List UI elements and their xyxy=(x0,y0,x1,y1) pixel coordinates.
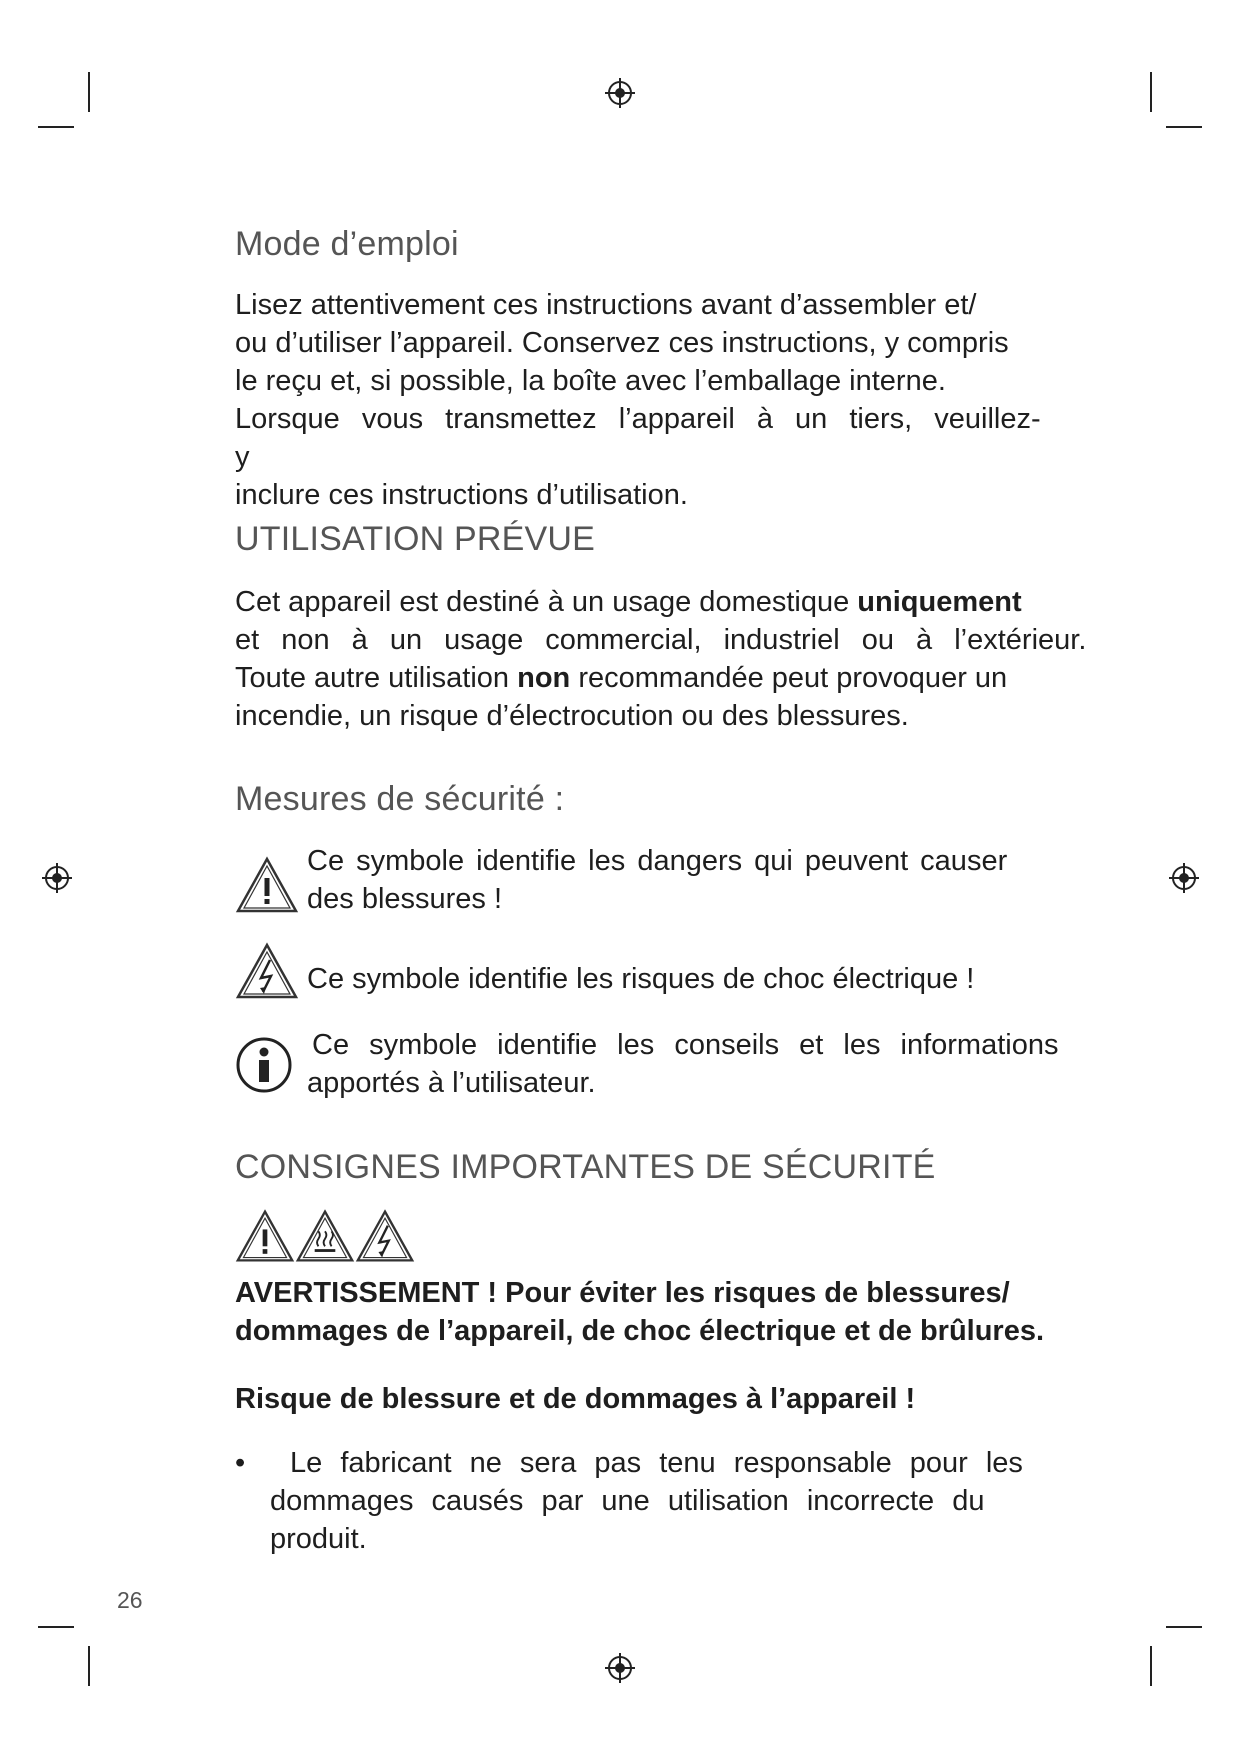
section-title: Mesures de sécurité : xyxy=(235,780,565,818)
text-line: apportés à l’utilisateur. xyxy=(307,1067,596,1099)
paragraph-line: Lisez attentivement ces instructions avant d’assembler et/ xyxy=(235,289,977,321)
paragraph-line xyxy=(235,583,1095,621)
text-line: des blessures ! xyxy=(307,883,503,915)
crop-mark xyxy=(1166,1626,1202,1628)
risk-title: Risque de blessure et de dommages à l’appareil ! xyxy=(235,1383,916,1415)
page-number: 26 xyxy=(117,1587,143,1613)
emphasis-text: uniquement xyxy=(857,586,1022,618)
warning-triangle-icon xyxy=(235,1208,295,1264)
utilisation-section xyxy=(235,520,1095,735)
crop-mark xyxy=(1150,1646,1152,1686)
registration-mark-icon xyxy=(603,1651,637,1685)
crop-mark xyxy=(88,72,90,112)
section-title: UTILISATION PRÉVUE xyxy=(235,520,596,558)
hazard-icons xyxy=(235,1208,425,1268)
bullet-icon: • xyxy=(235,1447,246,1479)
crop-mark xyxy=(38,1626,74,1628)
text-run: Toute autre utilisation xyxy=(235,662,518,694)
symbol-description xyxy=(307,842,1077,918)
text-run: recommandée peut provoquer un xyxy=(570,662,1008,694)
paragraph-line xyxy=(235,400,1055,476)
mode-emploi-section xyxy=(235,225,1055,514)
text-line: Ce symbole identifie les dangers qui peuvent causer xyxy=(307,845,1008,877)
electric-shock-icon xyxy=(355,1208,415,1264)
warning-line: AVERTISSEMENT ! Pour éviter les risques de blessures/ xyxy=(235,1277,1010,1309)
section-title: Mode d’emploi xyxy=(235,225,459,263)
crop-mark xyxy=(1166,126,1202,128)
paragraph-line xyxy=(235,659,1095,697)
info-circle-icon xyxy=(235,1036,293,1094)
section-title: CONSIGNES IMPORTANTES DE SÉCURITÉ xyxy=(235,1148,936,1186)
bullet-line: dommages causés par une utilisation incorrecte du xyxy=(270,1485,985,1517)
registration-mark-icon xyxy=(1167,861,1201,895)
crop-mark xyxy=(88,1646,90,1686)
danger-symbol-row xyxy=(235,842,1075,922)
paragraph-line: ou d’utiliser l’appareil. Conservez ces instructions, y compris xyxy=(235,327,1009,359)
paragraph-line: le reçu et, si possible, la boîte avec l’emballage interne. xyxy=(235,365,946,397)
hot-surface-icon xyxy=(295,1208,355,1264)
electric-symbol-row xyxy=(235,942,1075,1002)
electric-shock-icon xyxy=(235,942,299,1000)
paragraph-line: et non à un usage commercial, industriel ou à l’extérieur. xyxy=(235,624,1087,656)
text-run: Cet appareil est destiné à un usage domestique xyxy=(235,586,858,618)
bullet-line: produit. xyxy=(270,1523,367,1555)
crop-mark xyxy=(38,126,74,128)
paragraph-line: inclure ces instructions d’utilisation. xyxy=(235,479,688,511)
warning-block xyxy=(235,1274,1115,1350)
bullet-line: Le fabricant ne sera pas tenu responsable pour les xyxy=(290,1447,1023,1479)
symbol-description xyxy=(307,1026,1077,1102)
symbol-description: Ce symbole identifie les risques de choc électrique ! xyxy=(307,963,975,995)
text-line: Ce symbole identifie les conseils et les informations xyxy=(312,1029,1059,1061)
info-symbol-row xyxy=(235,1026,1075,1106)
registration-mark-icon xyxy=(40,861,74,895)
crop-mark xyxy=(1150,72,1152,112)
paragraph-line: incendie, un risque d’électrocution ou des blessures. xyxy=(235,700,909,732)
emphasis-text: non xyxy=(517,662,571,694)
justified-line: Lorsque vous transmettez l’appareil à un tiers, veuillez-y xyxy=(235,403,1041,473)
warning-triangle-icon xyxy=(235,856,299,914)
registration-mark-icon xyxy=(603,76,637,110)
warning-line: dommages de l’appareil, de choc électrique et de brûlures. xyxy=(235,1315,1045,1347)
